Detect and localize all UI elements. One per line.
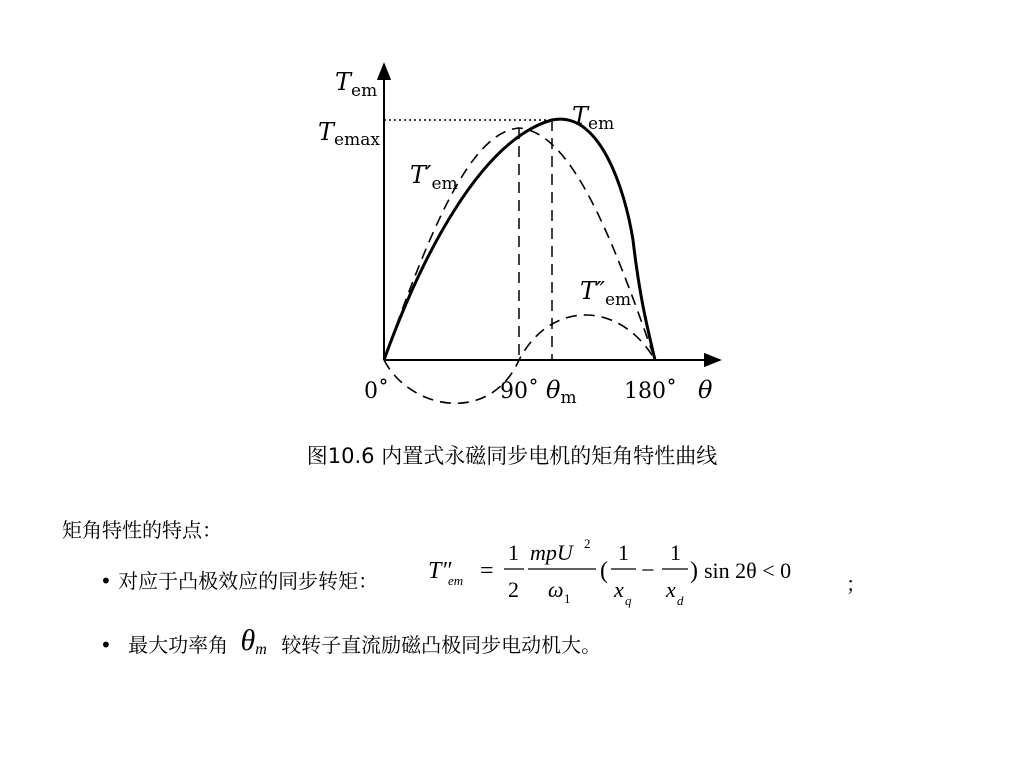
frac3-den-sub: q: [625, 593, 632, 608]
curve-tem-double-prime-label: $T''_{em}$: [580, 277, 632, 310]
bullet-1: [100, 565, 378, 594]
x-tick-180: 180˚: [624, 379, 677, 404]
formula-lhs: T″: [428, 558, 452, 584]
frac2-num-sup: 2: [584, 536, 591, 551]
x-tick-0: 0˚: [364, 379, 389, 404]
salient-torque-formula: [428, 533, 828, 613]
frac1-num: 1: [508, 540, 519, 565]
curve-tem-label: $T_{em}$: [572, 102, 615, 134]
curve-tem-prime-label: $T'_{em}$: [410, 161, 458, 194]
tmax-label: $T_{emax}$: [318, 118, 380, 150]
formula-minus: −: [641, 558, 655, 584]
frac2-den: ω: [548, 577, 564, 602]
x-axis-label: θ: [698, 376, 713, 404]
section-title: 矩角特性的特点：: [62, 518, 222, 542]
frac4-den: x: [666, 577, 676, 602]
bullet-2: [100, 626, 601, 660]
bullet-1-marker: •: [100, 569, 112, 593]
frac3-den: x: [614, 577, 624, 602]
x-tick-90: 90˚: [500, 379, 539, 404]
frac1-den: 2: [508, 577, 519, 602]
figure-caption: 图10.6 内置式永磁同步电机的矩角特性曲线: [306, 444, 718, 468]
formula-close-paren: ): [690, 558, 698, 584]
frac4-num: 1: [670, 540, 681, 565]
formula-tail: sin 2θ < 0: [704, 558, 792, 583]
formula-open-paren: (: [600, 558, 608, 584]
bullet-2-text-before: 最大功率角: [128, 633, 229, 657]
formula-eq: =: [480, 558, 494, 584]
formula-lhs-sub: em: [448, 573, 464, 588]
bullet-1-text: 对应于凸极效应的同步转矩：: [118, 569, 379, 593]
frac2-den-sub: 1: [564, 591, 571, 606]
bullet-2-marker: •: [100, 633, 112, 657]
bullet-2-symbol: θm: [240, 624, 267, 658]
frac4-den-sub: d: [677, 593, 684, 608]
x-tick-theta-m: $\theta_m$: [546, 376, 577, 408]
frac2-num: mpU: [530, 540, 573, 565]
bullet-2-text-after: 较转子直流励磁凸极同步电动机大。: [281, 633, 602, 657]
bullet-1-suffix: ；: [846, 572, 866, 596]
frac3-num: 1: [618, 540, 629, 565]
y-axis-label: $T_{em}$: [335, 68, 378, 101]
